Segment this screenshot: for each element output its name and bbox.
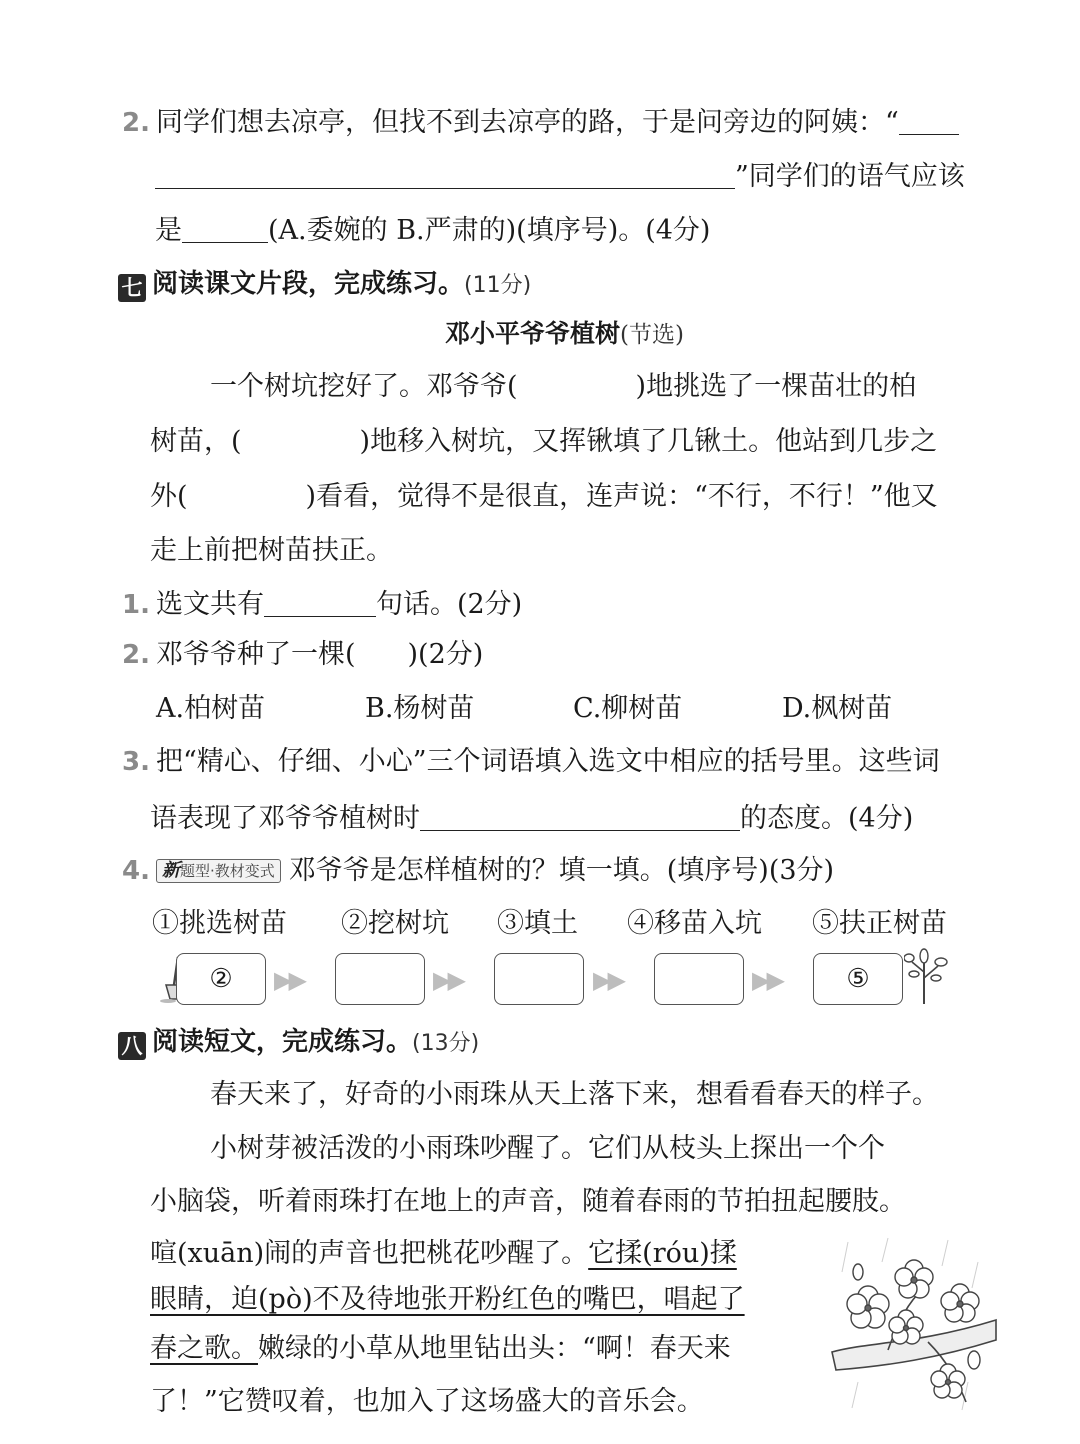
prev-q2-line1: 2. 同学们想去凉亭，但找不到去凉亭的路，于是问旁边的阿姨：“ bbox=[122, 106, 959, 136]
double-arrow-icon: ▶▶ bbox=[593, 966, 622, 994]
step-2: ②挖树坑 bbox=[341, 908, 449, 939]
question-number: 2. bbox=[122, 640, 150, 670]
s7-q3-line2: 语表现了邓爷爷植树时 的态度。(4分) bbox=[150, 803, 914, 834]
double-arrow-icon: ▶▶ bbox=[433, 966, 462, 994]
passage-line bbox=[150, 1286, 745, 1313]
passage-line: 春之歌。嫩绿的小草从地里钻出头：“啊！春天来 bbox=[150, 1333, 731, 1364]
question-number: 1. bbox=[122, 590, 150, 620]
prev-q2-line3: 是 (A.委婉的 B.严肃的)(填序号)。(4分) bbox=[155, 215, 711, 246]
flow-box-5[interactable]: ⑤ bbox=[813, 953, 903, 1005]
question-number: 2. bbox=[122, 108, 150, 138]
s7-q4: 4. 新题型·教材变式 邓爷爷是怎样植树的？填一填。(填序号)(3分) bbox=[122, 855, 835, 886]
flow-box-3[interactable] bbox=[494, 953, 584, 1005]
peach-blossom-illustration bbox=[828, 1232, 1000, 1432]
section-title: 阅读课文片段，完成练习。 bbox=[152, 269, 465, 299]
underlined-sentence: 眼睛，迫(pò)不及待地张开粉红色的嘴巴，唱起了 bbox=[150, 1284, 745, 1315]
s7-q2: 2. 邓爷爷种了一棵( )(2分) bbox=[122, 639, 484, 670]
section-badge: 七 bbox=[118, 274, 146, 302]
prev-q2-line2: ”同学们的语气应该 bbox=[155, 160, 965, 190]
answer-blank[interactable] bbox=[420, 802, 740, 831]
s7-q2-option-b[interactable]: B.杨树苗 bbox=[365, 693, 475, 724]
step-1: ①挑选树苗 bbox=[152, 908, 287, 939]
answer-blank[interactable] bbox=[182, 214, 268, 243]
answer-blank[interactable] bbox=[155, 160, 735, 189]
passage-line: 外( )看看，觉得不是很直，连声说：“不行，不行！”他又 bbox=[150, 481, 938, 512]
answer-blank[interactable] bbox=[264, 588, 376, 617]
flow-box-4[interactable] bbox=[654, 953, 744, 1005]
passage-line: 了！”它赞叹着，也加入了这场盛大的音乐会。 bbox=[150, 1386, 704, 1417]
s7-q2-option-d[interactable]: D.枫树苗 bbox=[782, 693, 893, 724]
underlined-sentence: 它揉(róu)揉 bbox=[588, 1238, 737, 1269]
passage-line: 一个树坑挖好了。邓爷爷( )地挑选了一棵苗壮的柏 bbox=[210, 371, 917, 402]
section-score: (11分) bbox=[464, 273, 532, 298]
passage-line: 树苗，( )地移入树坑，又挥锹填了几锹土。他站到几步之 bbox=[150, 426, 938, 457]
step-4: ④移苗入坑 bbox=[627, 908, 762, 939]
passage-line: 走上前把树苗扶正。 bbox=[150, 535, 393, 566]
s7-q2-option-a[interactable]: A.柏树苗 bbox=[156, 693, 266, 724]
flow-box-2[interactable] bbox=[335, 953, 425, 1005]
double-arrow-icon: ▶▶ bbox=[274, 966, 303, 994]
question-number: 4. bbox=[122, 856, 150, 886]
s7-q2-option-c[interactable]: C.柳树苗 bbox=[573, 693, 683, 724]
underlined-sentence: 春之歌。 bbox=[150, 1333, 258, 1364]
new-question-type-badge: 新题型·教材变式 bbox=[156, 859, 281, 883]
sapling-icon bbox=[904, 948, 950, 1006]
double-arrow-icon: ▶▶ bbox=[752, 966, 781, 994]
flow-box-1[interactable]: ② bbox=[176, 953, 266, 1005]
step-3: ③填土 bbox=[497, 908, 578, 939]
passage-title: 邓小平爷爷植树(节选) bbox=[445, 319, 684, 348]
section-badge: 八 bbox=[118, 1032, 146, 1060]
section7-header bbox=[118, 270, 531, 302]
passage-line: 小树芽被活泼的小雨珠吵醒了。它们从枝头上探出一个个 bbox=[210, 1133, 885, 1164]
passage-line: 小脑袋，听着雨珠打在地上的声音，随着春雨的节拍扭起腰肢。 bbox=[150, 1186, 906, 1217]
question-number: 3. bbox=[122, 747, 150, 777]
section-score: (13分) bbox=[412, 1031, 480, 1056]
passage-line: 喧(xuān)闹的声音也把桃花吵醒了。它揉(róu)揉 bbox=[150, 1238, 737, 1269]
step-5: ⑤扶正树苗 bbox=[812, 908, 947, 939]
section-title: 阅读短文，完成练习。 bbox=[152, 1027, 413, 1057]
s7-q3-line1: 3. 把“精心、仔细、小心”三个词语填入选文中相应的括号里。这些词 bbox=[122, 746, 940, 777]
s7-q1: 1. 选文共有 句话。(2分) bbox=[122, 589, 523, 620]
passage-line: 春天来了，好奇的小雨珠从天上落下来，想看看春天的样子。 bbox=[210, 1079, 939, 1110]
section8-header bbox=[118, 1028, 479, 1060]
answer-blank[interactable] bbox=[899, 106, 959, 135]
